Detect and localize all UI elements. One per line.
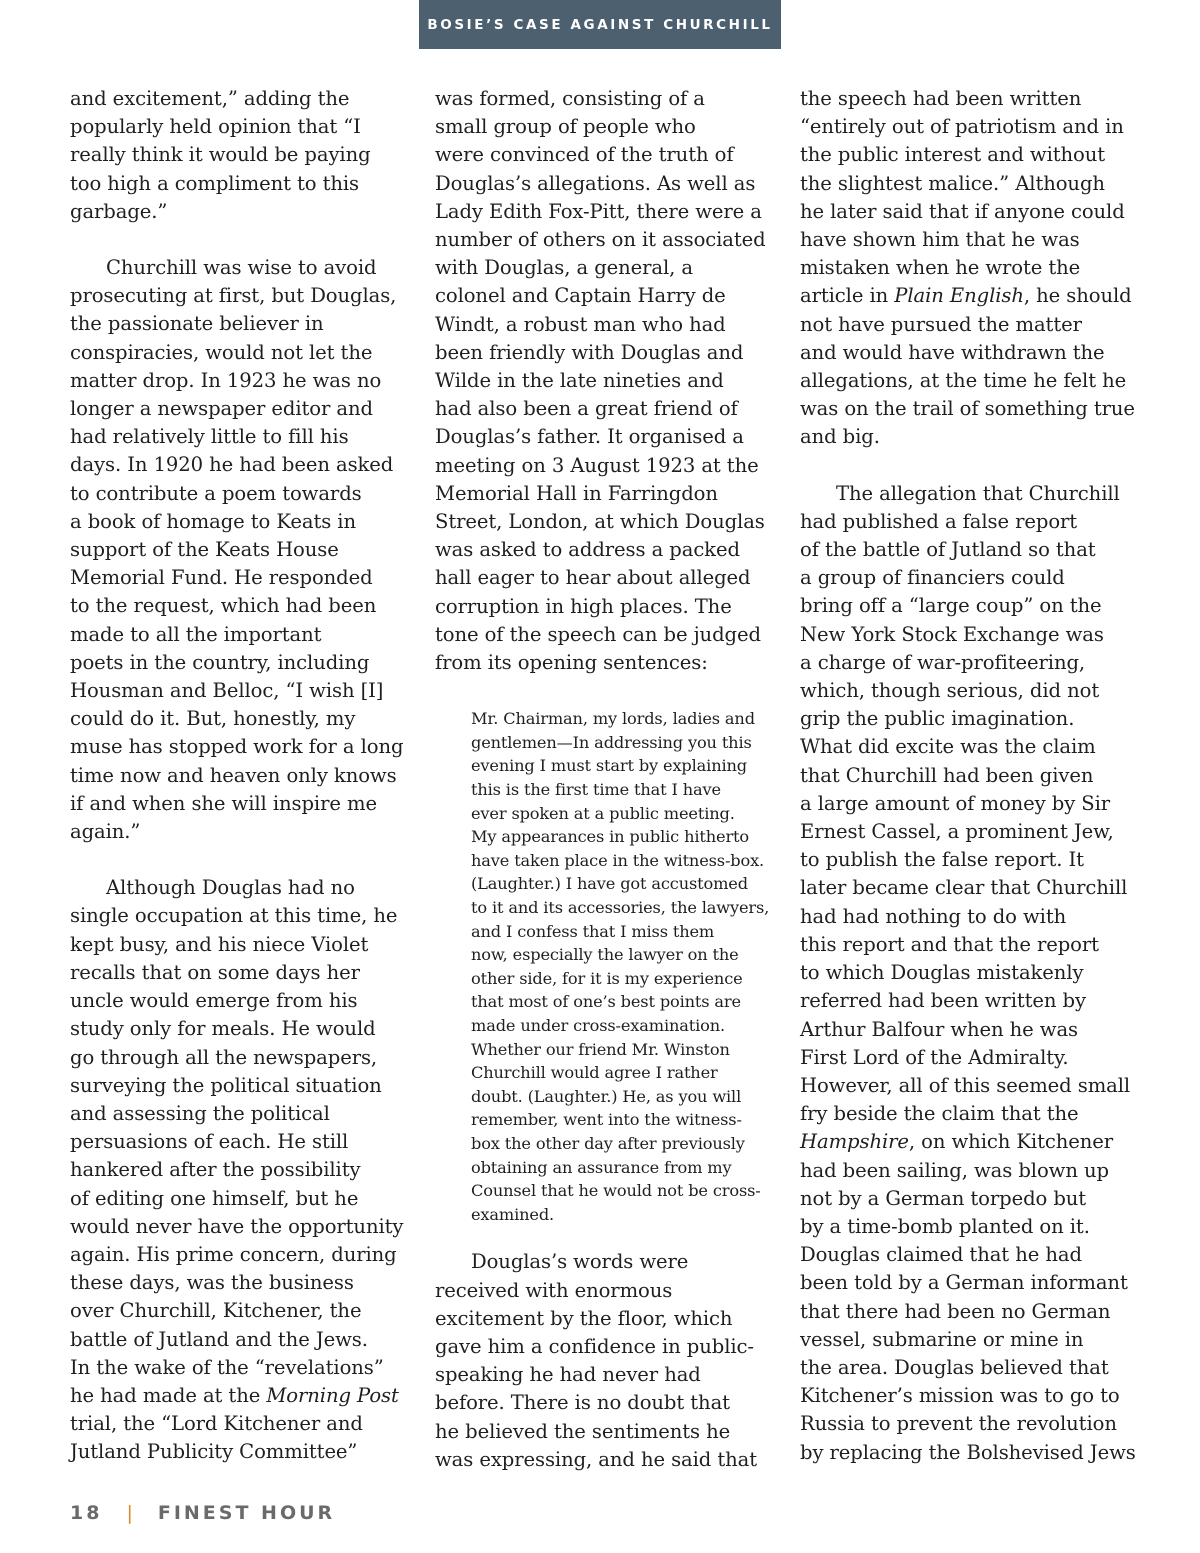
footer-separator: | xyxy=(126,1502,136,1524)
quote-line: obtaining an assurance from my xyxy=(471,1157,732,1177)
text-line: that Churchill had been given xyxy=(800,763,1094,787)
text-line: by replacing the Bolshevised Jews xyxy=(800,1440,1136,1464)
text-line: again.” xyxy=(70,820,141,844)
quote-line: ever spoken at a public meeting. xyxy=(471,803,735,823)
paragraph xyxy=(70,874,410,1466)
text-line: trial, the “Lord Kitchener and xyxy=(70,1412,363,1436)
text-line: Douglas claimed that he had xyxy=(800,1243,1082,1267)
text-line: muse has stopped work for a long xyxy=(70,735,404,759)
quote-line: and I confess that I miss them xyxy=(471,921,715,941)
text-line: meeting on 3 August 1923 at the xyxy=(435,453,759,477)
text-line: corruption in high places. The xyxy=(435,594,732,618)
text-line: was asked to address a packed xyxy=(435,538,740,562)
text-line: was formed, consisting of a xyxy=(435,87,705,110)
text-line: Kitchener’s mission was to go to xyxy=(800,1384,1120,1408)
text-line: bring off a “large coup” on the xyxy=(800,594,1102,618)
section-title: BOSIE’S CASE AGAINST CHURCHILL xyxy=(427,16,773,33)
quote-line: gentlemen—In addressing you this xyxy=(471,732,752,752)
text-line: had been sailing, was blown up xyxy=(800,1158,1109,1182)
quote-line: other side, for it is my experience xyxy=(471,968,743,988)
text-line: However, all of this seemed small xyxy=(800,1073,1131,1097)
text-line: study only for meals. He would xyxy=(70,1017,376,1041)
publication-title: Plain English xyxy=(894,284,1024,308)
text-line: that there had been no German xyxy=(800,1299,1111,1323)
text-line: time now and heaven only knows xyxy=(70,763,397,787)
text-line xyxy=(800,1128,1145,1156)
text-line: grip the public imagination. xyxy=(800,707,1075,731)
text-line: referred had been written by xyxy=(800,989,1086,1013)
text-line: battle of Jutland and the Jews. xyxy=(70,1327,368,1351)
text-line: made to all the important xyxy=(70,622,322,646)
publication-name: FINEST HOUR xyxy=(157,1502,336,1524)
quote-line: Churchill would agree I rather xyxy=(471,1063,718,1083)
quote-line: Counsel that he would not be cross- xyxy=(471,1181,761,1201)
text-line: this report and that the report xyxy=(800,932,1099,956)
text-line: not have pursued the matter xyxy=(800,312,1082,336)
text-line: could do it. But, honestly, my xyxy=(70,707,356,731)
text-line: recalls that on some days her xyxy=(70,960,360,984)
text-line: and big. xyxy=(800,425,880,449)
text-line: fry beside the claim that the xyxy=(800,1102,1079,1126)
text-line: not by a German torpedo but xyxy=(800,1186,1087,1210)
text-line: surveying the political situation xyxy=(70,1073,382,1097)
text-line: small group of people who xyxy=(435,115,696,139)
page-footer xyxy=(70,1500,335,1526)
text-line: conspiracies, would not let the xyxy=(70,340,373,364)
text-line: Russia to prevent the revolution xyxy=(800,1412,1117,1436)
quote-line: evening I must start by explaining xyxy=(471,756,747,776)
text-line: Street, London, at which Douglas xyxy=(435,510,765,534)
text-line: the area. Douglas believed that xyxy=(800,1355,1109,1379)
quote-line: box the other day after previously xyxy=(471,1133,745,1153)
paragraph xyxy=(435,1248,775,1474)
quote-line: have taken place in the witness-box. xyxy=(471,850,765,870)
article-column-3 xyxy=(800,85,1145,1467)
text-line: a group of financiers could xyxy=(800,566,1065,590)
text-line: gave him a confidence in public- xyxy=(435,1334,754,1358)
text-line: colonel and Captain Harry de xyxy=(435,284,726,308)
text-line: of the battle of Jutland so that xyxy=(800,538,1096,562)
text-line: been told by a German informant xyxy=(800,1271,1128,1295)
ship-name: Hampshire xyxy=(800,1130,909,1154)
text-line: over Churchill, Kitchener, the xyxy=(70,1299,362,1323)
text-line: longer a newspaper editor and xyxy=(70,397,373,421)
quote-line: examined. xyxy=(471,1204,555,1224)
text-line: excitement by the floor, which xyxy=(435,1306,733,1330)
text-line: too high a compliment to this xyxy=(70,171,360,195)
text-line: again. His prime concern, during xyxy=(70,1242,397,1266)
quote-line: that most of one’s best points are xyxy=(471,992,741,1012)
text-line: Memorial Hall in Farringdon xyxy=(435,481,718,505)
text-line: would never have the opportunity xyxy=(70,1214,404,1238)
text-line: he believed the sentiments he xyxy=(435,1419,731,1443)
text-line: with Douglas, a general, a xyxy=(435,256,694,280)
quote-line: this is the first time that I have xyxy=(471,780,721,800)
text-line: What did excite was the claim xyxy=(800,735,1096,759)
text-line: Arthur Balfour when he was xyxy=(800,1017,1079,1041)
text-line: these days, was the business xyxy=(70,1271,354,1295)
text-line: were convinced of the truth of xyxy=(435,143,734,167)
text-line: had published a false report xyxy=(800,509,1078,533)
text-line: Windt, a robust man who had xyxy=(435,312,726,336)
text-line: Lady Edith Fox-Pitt, there were a xyxy=(435,199,762,223)
text-line: Although Douglas had no xyxy=(106,876,355,900)
text-line: the passionate believer in xyxy=(70,312,324,336)
text-line: hall eager to hear about alleged xyxy=(435,566,751,590)
text-line: if and when she will inspire me xyxy=(70,791,377,815)
block-quote xyxy=(471,707,775,1226)
text-line: In the wake of the “revelations” xyxy=(70,1355,384,1379)
text-line: to which Douglas mistakenly xyxy=(800,961,1084,985)
text-line: the slightest malice.” Although xyxy=(800,171,1105,195)
text-line: had also been a great friend of xyxy=(435,397,738,421)
text-line: hankered after the possibility xyxy=(70,1158,361,1182)
quote-line: remember, went into the witness- xyxy=(471,1110,742,1130)
text-line: the speech had been written xyxy=(800,87,1082,110)
text-line: speaking he had never had xyxy=(435,1363,701,1387)
text-line: before. There is no doubt that xyxy=(435,1391,730,1415)
text-line: New York Stock Exchange was xyxy=(800,622,1104,646)
text-line: Wilde in the late nineties and xyxy=(435,369,724,393)
text-line: and assessing the political xyxy=(70,1101,330,1125)
text-line xyxy=(70,1382,410,1410)
text-line: to publish the false report. It xyxy=(800,848,1084,872)
article-column-1 xyxy=(70,85,410,1467)
text-line: allegations, at the time he felt he xyxy=(800,369,1127,393)
text-line: Douglas’s father. It organised a xyxy=(435,425,744,449)
paragraph xyxy=(800,85,1145,452)
text-line: to the request, which had been xyxy=(70,594,377,618)
text-line: matter drop. In 1923 he was no xyxy=(70,368,382,392)
text-line: popularly held opinion that “I xyxy=(70,115,361,139)
text-line: really think it would be paying xyxy=(70,143,371,167)
text-line: First Lord of the Admiralty. xyxy=(800,1045,1069,1069)
text-line: Douglas’s allegations. As well as xyxy=(435,171,756,195)
paragraph xyxy=(70,85,410,226)
text-run: , on which Kitchener xyxy=(908,1130,1114,1154)
text-line: number of others on it associated xyxy=(435,228,766,252)
text-line: was expressing, and he said that xyxy=(435,1447,758,1471)
section-header-tab xyxy=(419,0,781,49)
text-line: Housman and Belloc, “I wish [I] xyxy=(70,679,384,703)
text-line: by a time-bomb planted on it. xyxy=(800,1214,1090,1238)
text-line: go through all the newspapers, xyxy=(70,1045,378,1069)
text-line: have shown him that he was xyxy=(800,228,1080,252)
text-line: had relatively little to fill his xyxy=(70,425,349,449)
text-line: a book of homage to Keats in xyxy=(70,509,356,533)
paragraph xyxy=(70,254,410,846)
text-line: a charge of war-profiteering, xyxy=(800,650,1086,674)
text-line: single occupation at this time, he xyxy=(70,904,398,928)
text-run: he had made at the xyxy=(70,1383,267,1407)
text-line: Jutland Publicity Committee” xyxy=(70,1440,358,1464)
text-run: , he should xyxy=(1023,284,1132,308)
text-line: Memorial Fund. He responded xyxy=(70,566,373,590)
text-line: had had nothing to do with xyxy=(800,904,1067,928)
paragraph xyxy=(435,85,775,677)
text-line: of editing one himself, but he xyxy=(70,1186,359,1210)
text-line: The allegation that Churchill xyxy=(836,481,1120,505)
text-line: poets in the country, including xyxy=(70,650,370,674)
text-line: a large amount of money by Sir xyxy=(800,791,1111,815)
text-line: and excitement,” adding the xyxy=(70,87,350,110)
text-line: received with enormous xyxy=(435,1278,673,1302)
text-line: and would have withdrawn the xyxy=(800,340,1105,364)
quote-line: Whether our friend Mr. Winston xyxy=(471,1039,730,1059)
text-line: tone of the speech can be judged xyxy=(435,622,761,646)
quote-line: made under cross-examination. xyxy=(471,1015,726,1035)
text-line: support of the Keats House xyxy=(70,538,339,562)
text-line: mistaken when he wrote the xyxy=(800,256,1081,280)
paragraph xyxy=(800,480,1145,1467)
text-line: garbage.” xyxy=(70,199,168,223)
page-number: 18 xyxy=(70,1502,103,1524)
text-line: later became clear that Churchill xyxy=(800,876,1128,900)
text-line: prosecuting at first, but Douglas, xyxy=(70,284,397,308)
text-line: kept busy, and his niece Violet xyxy=(70,932,369,956)
text-line xyxy=(800,282,1145,310)
text-line: he later said that if anyone could xyxy=(800,199,1125,223)
text-line: which, though serious, did not xyxy=(800,679,1100,703)
text-line: Churchill was wise to avoid xyxy=(106,256,377,280)
text-line: persuasions of each. He still xyxy=(70,1130,349,1154)
quote-line: My appearances in public hitherto xyxy=(471,827,749,847)
text-line: from its opening sentences: xyxy=(435,651,708,675)
text-line: the public interest and without xyxy=(800,143,1106,167)
text-run: article in xyxy=(800,284,895,308)
text-line: days. In 1920 he had been asked xyxy=(70,453,394,477)
quote-line: to it and its accessories, the lawyers, xyxy=(471,898,770,918)
publication-title: Morning Post xyxy=(266,1383,399,1407)
quote-line: doubt. (Laughter.) He, as you will xyxy=(471,1086,742,1106)
text-line: been friendly with Douglas and xyxy=(435,340,744,364)
text-line: to contribute a poem towards xyxy=(70,481,362,505)
text-line: was on the trail of something true xyxy=(800,397,1135,421)
text-line: uncle would emerge from his xyxy=(70,989,358,1013)
article-column-2 xyxy=(435,85,775,1474)
text-line: Douglas’s words were xyxy=(471,1250,689,1274)
quote-line: now, especially the lawyer on the xyxy=(471,945,739,965)
text-line: vessel, submarine or mine in xyxy=(800,1327,1084,1351)
quote-line: Mr. Chairman, my lords, ladies and xyxy=(471,709,755,729)
text-line: Ernest Cassel, a prominent Jew, xyxy=(800,820,1114,844)
quote-line: (Laughter.) I have got accustomed xyxy=(471,874,748,894)
text-line: “entirely out of patriotism and in xyxy=(800,115,1124,139)
